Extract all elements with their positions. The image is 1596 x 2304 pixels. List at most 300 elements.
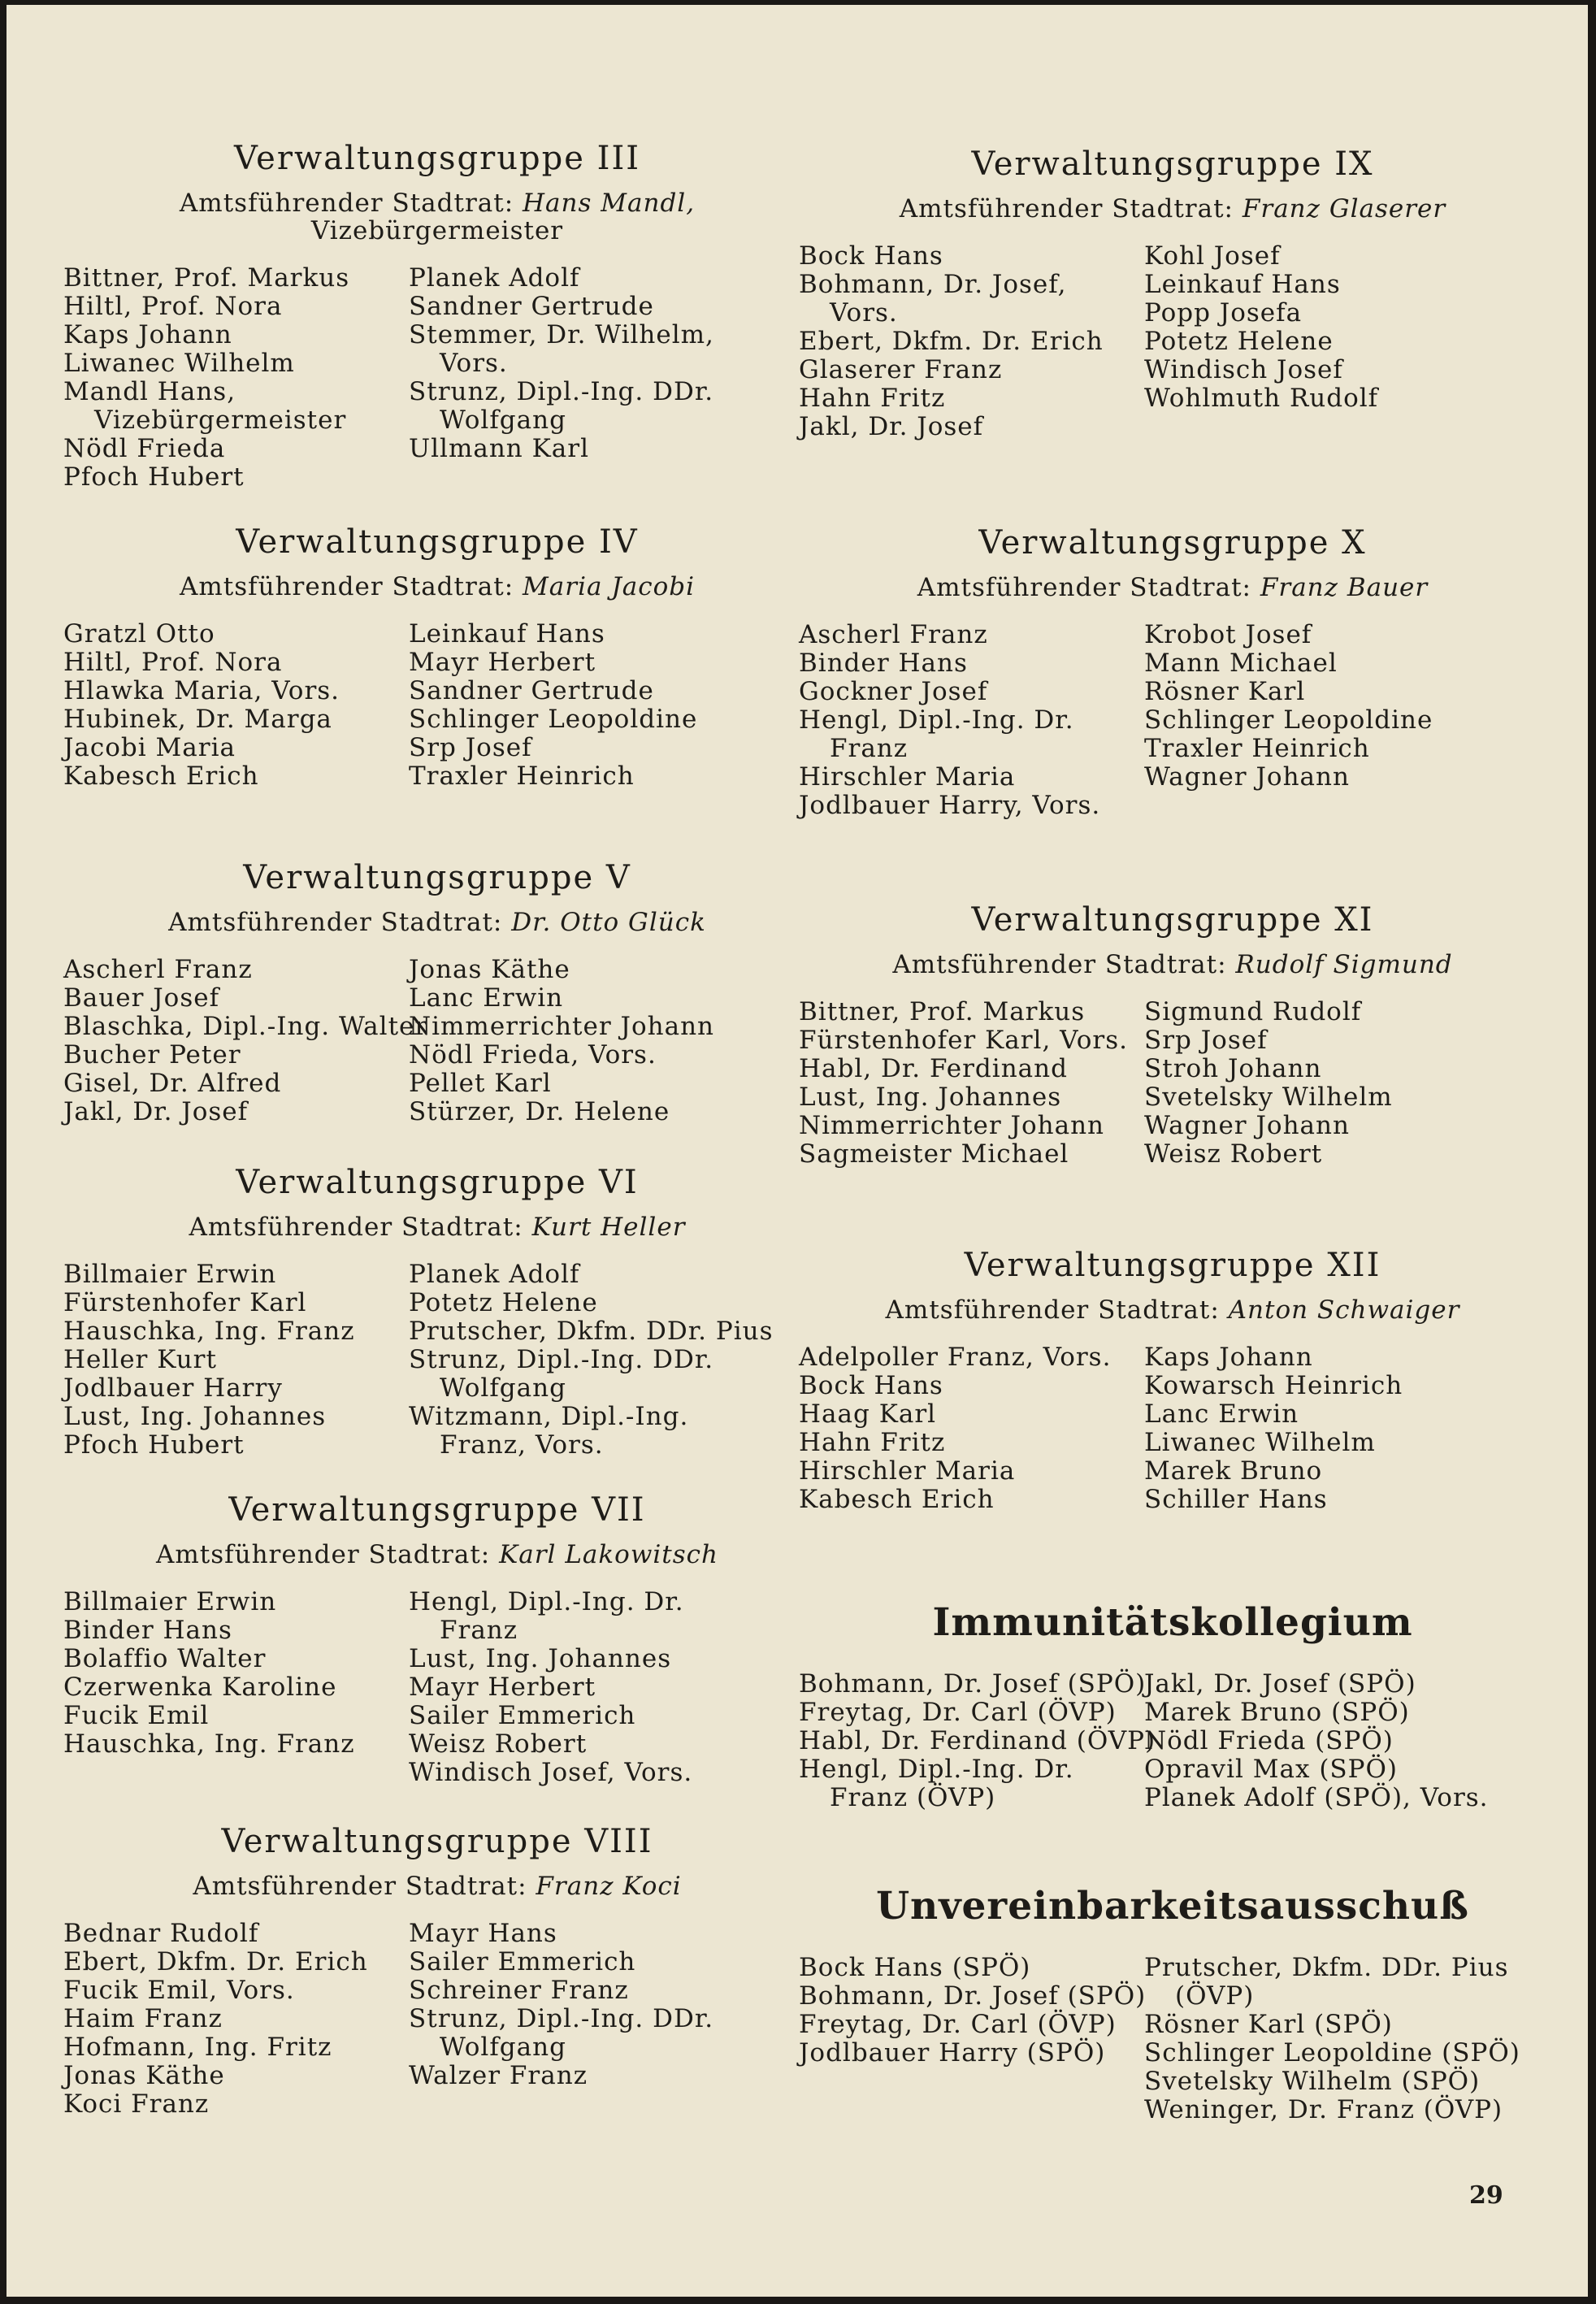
member-name: Liwanec Wilhelm xyxy=(1144,1428,1376,1457)
group-section xyxy=(799,523,1546,820)
member-entry xyxy=(63,1260,409,1289)
member-list xyxy=(409,1260,811,1460)
member-name: Habl, Dr. Ferdinand (ÖVP) xyxy=(799,1726,1156,1755)
member-name: Sandner Gertrude xyxy=(409,292,654,321)
member-name: Bittner, Prof. Markus xyxy=(799,997,1086,1026)
head-label: Amtsführender Stadtrat: xyxy=(899,194,1234,223)
member-name: Fürstenhofer Karl xyxy=(63,1288,307,1317)
member-name: Sandner Gertrude xyxy=(409,676,654,705)
member-name: Bohmann, Dr. Josef (SPÖ) xyxy=(799,1981,1147,2011)
member-name: Bock Hans xyxy=(799,1371,943,1400)
member-list xyxy=(63,955,428,1126)
member-name: Wagner Johann xyxy=(1144,1111,1350,1140)
head-label: Amtsführender Stadtrat: xyxy=(179,572,514,601)
member-entry xyxy=(799,678,1144,706)
member-name: Bucher Peter xyxy=(63,1040,241,1070)
member-columns xyxy=(63,620,811,791)
member-entry xyxy=(799,1140,1144,1169)
member-list xyxy=(1144,998,1546,1169)
member-entry xyxy=(799,271,1144,328)
member-columns xyxy=(799,1954,1546,2124)
member-name: Mayr Herbert xyxy=(409,648,596,677)
member-name: Mayr Hans xyxy=(409,1919,557,1948)
member-entry xyxy=(1144,384,1546,413)
member-entry xyxy=(409,1920,811,1948)
member-entry xyxy=(799,998,1144,1026)
member-entry xyxy=(1144,1727,1546,1755)
member-name: Strunz, Dipl.-Ing. DDr. xyxy=(409,1345,714,1374)
head-name: Rudolf Sigmund xyxy=(1235,950,1453,979)
member-name: Jodlbauer Harry (SPÖ) xyxy=(799,2038,1106,2068)
member-entry xyxy=(409,705,811,734)
member-name: Hauschka, Ing. Franz xyxy=(63,1729,355,1759)
member-list xyxy=(799,1343,1144,1514)
member-name: Binder Hans xyxy=(799,649,968,678)
member-list xyxy=(1144,1343,1546,1514)
member-entry xyxy=(63,1012,428,1041)
member-name: Billmaier Erwin xyxy=(63,1587,277,1616)
member-entry xyxy=(1144,299,1546,328)
member-name: Traxler Heinrich xyxy=(1144,734,1370,763)
member-entry xyxy=(63,1431,409,1460)
member-name: Wagner Johann xyxy=(1144,762,1350,792)
member-entry xyxy=(1144,328,1546,356)
member-list xyxy=(799,1669,1156,1812)
member-entry xyxy=(409,1759,811,1787)
member-columns xyxy=(799,1343,1546,1514)
member-entry xyxy=(409,1260,811,1289)
group-section xyxy=(63,1822,811,2119)
member-entry xyxy=(63,1041,409,1070)
member-name: Bauer Josef xyxy=(63,983,220,1013)
member-name: Windisch Josef, Vors. xyxy=(409,1758,693,1787)
member-list xyxy=(63,620,409,791)
member-entry xyxy=(799,1457,1144,1486)
member-entry xyxy=(63,1645,409,1673)
member-name: Rösner Karl xyxy=(1144,677,1306,706)
member-name: Strunz, Dipl.-Ing. DDr. xyxy=(409,377,714,406)
member-name: Planek Adolf xyxy=(409,263,580,293)
member-name: Schlinger Leopoldine xyxy=(1144,705,1433,735)
member-entry xyxy=(409,1070,811,1098)
member-list xyxy=(63,1260,409,1460)
member-name: Bittner, Prof. Markus xyxy=(63,263,350,293)
member-entry xyxy=(63,264,409,293)
member-list xyxy=(799,998,1144,1169)
group-section xyxy=(799,900,1546,1169)
member-entry xyxy=(409,1317,811,1346)
member-entry xyxy=(409,1976,811,2005)
committee-title: Unvereinbarkeitsausschuß xyxy=(876,1884,1469,1929)
member-entry xyxy=(409,649,811,677)
member-entry xyxy=(1144,1083,1546,1112)
member-name: Fucik Emil, Vors. xyxy=(63,1976,295,2005)
member-name: Sagmeister Michael xyxy=(799,1139,1069,1169)
member-name: Hiltl, Prof. Nora xyxy=(63,648,283,677)
member-entry xyxy=(799,1726,1156,1755)
group-title: Verwaltungsgruppe VI xyxy=(236,1164,639,1201)
member-entry xyxy=(409,378,811,435)
member-entry xyxy=(799,1954,1144,1982)
member-entry xyxy=(409,677,811,705)
member-name: Windisch Josef xyxy=(1144,355,1343,384)
member-entry xyxy=(63,1976,409,2005)
member-name: Blaschka, Dipl.-Ing. Walter xyxy=(63,1012,428,1041)
member-name: Hengl, Dipl.-Ing. Dr. xyxy=(799,705,1074,735)
member-name: Freytag, Dr. Carl (ÖVP) xyxy=(799,2010,1117,2039)
group-section xyxy=(799,145,1546,441)
member-entry xyxy=(799,384,1144,413)
member-columns xyxy=(63,1260,811,1460)
member-entry xyxy=(1144,356,1546,384)
member-entry xyxy=(63,1346,409,1374)
head-name: Anton Schwaiger xyxy=(1228,1295,1460,1325)
member-columns xyxy=(799,621,1546,820)
member-entry xyxy=(799,1026,1144,1055)
member-name: Adelpoller Franz, Vors. xyxy=(799,1343,1112,1372)
member-columns xyxy=(63,1588,811,1787)
head-name: Franz Bauer xyxy=(1260,573,1429,602)
member-entry xyxy=(63,1070,409,1098)
member-entry xyxy=(1144,1400,1546,1429)
member-columns xyxy=(799,998,1546,1169)
head-councillor xyxy=(799,574,1546,601)
member-entry xyxy=(1144,2096,1546,2124)
member-entry xyxy=(63,1702,409,1730)
group-title: Verwaltungsgruppe III xyxy=(233,140,641,177)
member-name: Hirschler Maria xyxy=(799,762,1016,792)
member-columns xyxy=(799,1670,1546,1812)
member-entry xyxy=(1144,1755,1546,1784)
head-name: Maria Jacobi xyxy=(523,572,696,601)
member-entry xyxy=(1144,1429,1546,1457)
head-label: Amtsführender Stadtrat: xyxy=(917,573,1251,602)
head-label: Amtsführender Stadtrat: xyxy=(168,908,503,937)
member-name: Hofmann, Ing. Fritz xyxy=(63,2033,332,2062)
member-entry xyxy=(799,413,1144,441)
member-name: Hahn Fritz xyxy=(799,384,946,413)
member-entry xyxy=(63,349,409,378)
member-list xyxy=(409,1588,811,1787)
member-name: Habl, Dr. Ferdinand xyxy=(799,1054,1068,1083)
member-name: Stemmer, Dr. Wilhelm, xyxy=(409,320,714,349)
member-entry xyxy=(1144,1112,1546,1140)
member-entry xyxy=(1144,678,1546,706)
member-name: Leinkauf Hans xyxy=(1144,270,1341,299)
member-entry xyxy=(63,2090,409,2119)
member-entry xyxy=(799,621,1144,649)
member-entry xyxy=(799,1083,1144,1112)
member-entry xyxy=(1144,1670,1546,1699)
member-name: Nimmerrichter Johann xyxy=(799,1111,1105,1140)
group-title: Verwaltungsgruppe XII xyxy=(964,1247,1381,1284)
member-name: Hauschka, Ing. Franz xyxy=(63,1317,355,1346)
head-name: Karl Lakowitsch xyxy=(499,1540,718,1569)
member-name: Glaserer Franz xyxy=(799,355,1003,384)
member-name: Hahn Fritz xyxy=(799,1428,946,1457)
member-entry xyxy=(409,1013,811,1041)
member-columns xyxy=(63,956,811,1126)
head-councillor xyxy=(799,1296,1546,1324)
member-entry xyxy=(63,734,409,762)
member-entry xyxy=(409,264,811,293)
member-entry xyxy=(1144,1343,1546,1372)
member-name: Witzmann, Dipl.-Ing. xyxy=(409,1402,689,1431)
member-name-continuation: Wolfgang xyxy=(440,1373,566,1403)
member-name: Bock Hans (SPÖ) xyxy=(799,1953,1031,1982)
group-title: Verwaltungsgruppe VII xyxy=(228,1491,646,1529)
member-entry xyxy=(1144,998,1546,1026)
member-list xyxy=(799,1953,1147,2124)
member-entry xyxy=(799,1343,1144,1372)
member-name: Gockner Josef xyxy=(799,677,988,706)
member-name: Nödl Frieda (SPÖ) xyxy=(1144,1726,1394,1755)
member-name: Svetelsky Wilhelm (SPÖ) xyxy=(1144,2067,1481,2096)
member-name: Srp Josef xyxy=(1144,1026,1268,1055)
member-entry xyxy=(409,762,811,791)
member-name: Hiltl, Prof. Nora xyxy=(63,292,283,321)
member-name: Svetelsky Wilhelm xyxy=(1144,1083,1393,1112)
member-name: Lanc Erwin xyxy=(409,983,564,1013)
member-entry xyxy=(63,463,409,492)
member-name: Nödl Frieda, Vors. xyxy=(409,1040,657,1070)
member-entry xyxy=(63,762,409,791)
member-entry xyxy=(1144,242,1546,271)
member-entry xyxy=(63,378,409,435)
member-entry xyxy=(63,2033,409,2062)
member-name: Jacobi Maria xyxy=(63,733,236,762)
group-title: Verwaltungsgruppe IV xyxy=(236,523,639,561)
member-list xyxy=(1144,621,1546,820)
head-name: Franz Koci xyxy=(536,1872,682,1901)
member-name: Pellet Karl xyxy=(409,1069,552,1098)
member-entry xyxy=(409,734,811,762)
member-name: Ascherl Franz xyxy=(799,620,988,649)
member-entry xyxy=(1144,1784,1546,1812)
member-entry xyxy=(409,956,811,984)
member-name: Schreiner Franz xyxy=(409,1976,629,2005)
member-name: Lust, Ing. Johannes xyxy=(63,1402,327,1431)
member-list xyxy=(63,1588,409,1787)
head-label: Amtsführender Stadtrat: xyxy=(179,189,514,218)
member-entry xyxy=(63,1289,409,1317)
member-list xyxy=(409,620,811,791)
group-title: Verwaltungsgruppe X xyxy=(978,524,1367,562)
member-name: Jakl, Dr. Josef xyxy=(63,1097,249,1126)
member-name: Jodlbauer Harry, Vors. xyxy=(799,791,1101,820)
member-name: Mayr Herbert xyxy=(409,1673,596,1702)
member-entry xyxy=(63,1098,409,1126)
member-entry xyxy=(63,2005,409,2033)
member-name: Bock Hans xyxy=(799,241,943,271)
group-section xyxy=(799,1246,1546,1514)
member-name: Jakl, Dr. Josef (SPÖ) xyxy=(1144,1669,1416,1699)
member-list xyxy=(799,621,1144,820)
member-entry xyxy=(1144,763,1546,792)
member-entry xyxy=(63,1948,409,1976)
member-entry xyxy=(409,1702,811,1730)
member-name-continuation: (ÖVP) xyxy=(1175,1981,1255,2011)
member-name-continuation: Vors. xyxy=(440,349,508,378)
member-entry xyxy=(63,956,409,984)
member-list xyxy=(63,264,409,492)
member-entry xyxy=(409,2005,811,2062)
member-entry xyxy=(409,1588,811,1645)
head-name: Kurt Heller xyxy=(531,1213,686,1242)
member-name: Ebert, Dkfm. Dr. Erich xyxy=(799,327,1104,356)
member-name: Ascherl Franz xyxy=(63,955,253,984)
member-entry xyxy=(409,1346,811,1403)
member-name: Fürstenhofer Karl, Vors. xyxy=(799,1026,1128,1055)
member-name: Haim Franz xyxy=(63,2004,223,2033)
member-entry xyxy=(409,1289,811,1317)
member-entry xyxy=(1144,1026,1546,1055)
member-name: Weisz Robert xyxy=(1144,1139,1323,1169)
member-entry xyxy=(799,792,1144,820)
member-name: Planek Adolf xyxy=(409,1260,580,1289)
member-entry xyxy=(409,1730,811,1759)
member-columns xyxy=(63,264,811,492)
member-name: Bednar Rudolf xyxy=(63,1919,259,1948)
member-name: Jonas Käthe xyxy=(409,955,570,984)
member-entry xyxy=(799,1429,1144,1457)
head-label: Amtsführender Stadtrat: xyxy=(189,1213,523,1242)
member-list xyxy=(409,956,811,1126)
member-name-continuation: Vizebürgermeister xyxy=(94,406,347,435)
group-title: Verwaltungsgruppe IX xyxy=(971,145,1374,183)
member-entry xyxy=(1144,2068,1546,2096)
member-list xyxy=(1144,1670,1546,1812)
member-name: Jodlbauer Harry xyxy=(63,1373,283,1403)
member-columns xyxy=(799,242,1546,441)
committee-section xyxy=(799,1600,1546,1812)
member-entry xyxy=(1144,1055,1546,1083)
member-list xyxy=(1144,242,1546,441)
member-entry xyxy=(63,1403,409,1431)
member-name: Prutscher, Dkfm. DDr. Pius xyxy=(409,1317,774,1346)
member-name: Bohmann, Dr. Josef (SPÖ) xyxy=(799,1669,1147,1699)
member-entry xyxy=(799,649,1144,678)
member-entry xyxy=(799,1699,1144,1727)
head-councillor xyxy=(63,189,811,245)
group-title: Verwaltungsgruppe XI xyxy=(971,901,1374,939)
member-list xyxy=(1144,1954,1546,2124)
head-councillor xyxy=(799,951,1546,978)
member-list xyxy=(409,1920,811,2119)
member-entry xyxy=(409,1098,811,1126)
group-title: Verwaltungsgruppe V xyxy=(243,859,631,896)
member-name: Heller Kurt xyxy=(63,1345,217,1374)
member-name: Kowarsch Heinrich xyxy=(1144,1371,1403,1400)
member-name: Wohlmuth Rudolf xyxy=(1144,384,1379,413)
member-name: Ullmann Karl xyxy=(409,434,589,463)
member-entry xyxy=(409,1403,811,1460)
member-entry xyxy=(1144,1372,1546,1400)
committee-title: Immunitätskollegium xyxy=(932,1600,1413,1645)
member-name: Fucik Emil xyxy=(63,1701,210,1730)
document-page xyxy=(7,5,1588,2297)
head-councillor xyxy=(63,573,811,601)
member-name: Kaps Johann xyxy=(1144,1343,1313,1372)
member-name: Sailer Emmerich xyxy=(409,1701,636,1730)
member-name: Marek Bruno (SPÖ) xyxy=(1144,1698,1410,1727)
member-name: Prutscher, Dkfm. DDr. Pius xyxy=(1144,1953,1509,1982)
member-entry xyxy=(799,763,1144,792)
member-name-continuation: Franz, Vors. xyxy=(440,1430,604,1460)
member-name: Liwanec Wilhelm xyxy=(63,349,295,378)
member-name: Gisel, Dr. Alfred xyxy=(63,1069,282,1098)
member-entry xyxy=(1144,1486,1546,1514)
member-name: Koci Franz xyxy=(63,2089,210,2119)
member-name: Mann Michael xyxy=(1144,649,1338,678)
member-entry xyxy=(63,1317,409,1346)
member-entry xyxy=(63,1920,409,1948)
member-name: Hengl, Dipl.-Ing. Dr. xyxy=(799,1755,1074,1784)
group-section xyxy=(63,1163,811,1460)
member-name: Kaps Johann xyxy=(63,320,232,349)
member-name: Leinkauf Hans xyxy=(409,619,605,649)
member-name: Potetz Helene xyxy=(409,1288,598,1317)
member-name-continuation: Franz xyxy=(830,734,909,763)
member-name-continuation: Wolfgang xyxy=(440,406,566,435)
member-entry xyxy=(799,242,1144,271)
member-name: Mandl Hans, xyxy=(63,377,236,406)
member-name: Haag Karl xyxy=(799,1399,937,1429)
member-entry xyxy=(1144,649,1546,678)
head-label: Amtsführender Stadtrat: xyxy=(156,1540,491,1569)
page-number: 29 xyxy=(1469,2181,1503,2210)
member-entry xyxy=(799,1981,1147,2011)
member-entry xyxy=(1144,706,1546,735)
member-entry xyxy=(63,649,409,677)
member-entry xyxy=(799,2039,1144,2068)
member-name: Walzer Franz xyxy=(409,2061,588,2090)
member-name: Bohmann, Dr. Josef, xyxy=(799,270,1067,299)
member-entry xyxy=(799,2011,1144,2039)
member-entry xyxy=(63,620,409,649)
group-section xyxy=(63,1490,811,1787)
member-name: Lust, Ing. Johannes xyxy=(409,1644,672,1673)
head-name: Dr. Otto Glück xyxy=(511,908,706,937)
member-entry xyxy=(799,1486,1144,1514)
member-entry xyxy=(1144,2039,1546,2068)
head-councillor xyxy=(799,195,1546,223)
member-entry xyxy=(1144,1140,1546,1169)
member-name: Schiller Hans xyxy=(1144,1485,1328,1514)
member-name: Bolaffio Walter xyxy=(63,1644,267,1673)
member-entry xyxy=(63,321,409,349)
member-name: Freytag, Dr. Carl (ÖVP) xyxy=(799,1698,1117,1727)
member-entry xyxy=(63,1616,409,1645)
member-name: Hlawka Maria, Vors. xyxy=(63,676,340,705)
member-name: Hirschler Maria xyxy=(799,1456,1016,1486)
member-entry xyxy=(1144,2011,1546,2039)
member-name: Gratzl Otto xyxy=(63,619,215,649)
member-name: Lust, Ing. Johannes xyxy=(799,1083,1062,1112)
member-entry xyxy=(63,435,409,463)
member-list xyxy=(63,1920,409,2119)
member-name: Traxler Heinrich xyxy=(409,761,635,791)
member-name: Potetz Helene xyxy=(1144,327,1334,356)
committee-section xyxy=(799,1884,1546,2124)
member-entry xyxy=(409,1948,811,1976)
group-section xyxy=(63,858,811,1126)
member-entry xyxy=(409,984,811,1013)
head-subtitle: Vizebürgermeister xyxy=(310,216,564,245)
member-name: Lanc Erwin xyxy=(1144,1399,1299,1429)
member-name: Sigmund Rudolf xyxy=(1144,997,1362,1026)
member-name: Hengl, Dipl.-Ing. Dr. xyxy=(409,1587,684,1616)
